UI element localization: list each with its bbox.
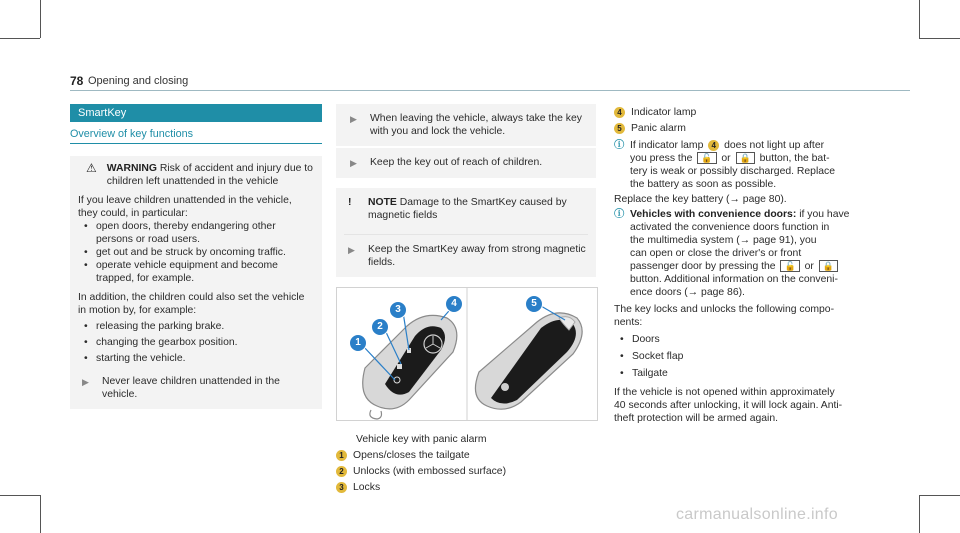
list-item: • changing the gearbox position. xyxy=(84,337,238,348)
step-arrow-icon: ▶ xyxy=(348,245,355,255)
page-title: Opening and closing xyxy=(88,75,189,87)
list-item: • open doors, thereby endangering other persons or road users. xyxy=(84,221,276,245)
legend-item: 4 Indicator lamp xyxy=(614,106,904,119)
info-icon: ⓘ xyxy=(614,140,625,151)
crop-mark xyxy=(919,0,920,38)
crop-mark xyxy=(0,38,40,39)
unlock-key-icon: 🔓 xyxy=(697,152,716,164)
watermark: carmanualsonline.info xyxy=(676,506,838,523)
warning-heading xyxy=(78,162,314,188)
step-arrow-icon: ▶ xyxy=(82,377,89,387)
figure-callout-5: 5 xyxy=(525,294,549,313)
list-item: • Socket flap xyxy=(620,351,684,362)
step-arrow-icon: ▶ xyxy=(350,114,357,124)
indicator-lamp-marker: 4 xyxy=(708,140,719,151)
warning-heading-text: Risk of accident and injury due to children left unattended in the vehicle xyxy=(106,163,313,187)
info-icon: ⓘ xyxy=(614,209,625,220)
bullet-icon: • xyxy=(84,221,88,232)
note-step: ▶ Keep the SmartKey away from strong magnetic fields. xyxy=(344,234,588,269)
list-item: • get out and be struck by oncoming traffic. xyxy=(84,247,286,258)
bullet-icon: • xyxy=(84,321,88,332)
left-column xyxy=(70,104,322,409)
bullet-icon: • xyxy=(620,368,624,379)
list-item: • Doors xyxy=(620,334,660,345)
page-number: 78 xyxy=(70,74,84,88)
crop-mark xyxy=(0,495,40,496)
replace-battery-ref: Replace the key battery (→ page 80). xyxy=(614,194,787,205)
key-figure xyxy=(336,287,598,421)
unlock-key-icon: 🔓 xyxy=(780,260,799,272)
crop-mark xyxy=(40,0,41,38)
step-item: ▶ When leaving the vehicle, always take the key with you and lock the vehicle. xyxy=(336,104,596,146)
lock-key-icon: 🔒 xyxy=(736,152,755,164)
warning-intro-2: In addition, the children could also set the vehicle in motion by, for example: xyxy=(78,292,305,316)
figure-callout-1: 1 xyxy=(349,333,373,352)
auto-lock-text: If the vehicle is not opened within approximately 40 seconds after unlocking, it will lock again. Anti- theft protection will be armed again. xyxy=(614,387,843,424)
step-item: ▶ Keep the key out of reach of children. xyxy=(336,148,596,178)
warning-step: ▶ Never leave children unattended in the vehicle. xyxy=(78,375,314,401)
warning-label: WARNING xyxy=(106,163,157,174)
bullet-icon: • xyxy=(620,334,624,345)
middle-column xyxy=(336,104,596,494)
figure-callout-4: 4 xyxy=(445,294,469,313)
right-column xyxy=(614,106,904,425)
legend-item: 1 Opens/closes the tailgate xyxy=(336,449,596,462)
crop-mark xyxy=(919,495,920,533)
header-rule xyxy=(70,90,910,91)
list-item: • starting the vehicle. xyxy=(84,353,186,364)
note-box xyxy=(336,188,596,277)
crop-mark xyxy=(919,495,960,496)
subsection-title: Overview of key functions xyxy=(70,128,322,144)
figure-caption: Vehicle key with panic alarm xyxy=(356,434,487,445)
note-text: Damage to the SmartKey caused by magnetic fields xyxy=(368,197,567,221)
legend-item: 5 Panic alarm xyxy=(614,122,904,135)
list-item: • operate vehicle equipment and become trapped, for example. xyxy=(84,260,278,284)
info-convenience-doors: ⓘ Vehicles with convenience doors: if you have activated the convenience doors function in the multimedia system (→ page 91), you can open or close the driver's or front passenger door by pressing the 🔓 or 🔒 button. Additional information on the conveni- ence doors (→ page 86). xyxy=(614,209,850,298)
list-item: • releasing the parking brake. xyxy=(84,321,225,332)
bullet-icon: • xyxy=(84,353,88,364)
list-item: • Tailgate xyxy=(620,368,668,379)
crop-mark xyxy=(919,38,960,39)
step-arrow-icon: ▶ xyxy=(350,158,357,168)
section-title: SmartKey xyxy=(70,104,322,122)
warning-intro: If you leave children unattended in the vehicle, they could, in particular: xyxy=(78,195,292,219)
locks-intro: The key locks and unlocks the following compo- nents: xyxy=(614,304,835,328)
warning-box xyxy=(70,156,322,409)
crop-mark xyxy=(40,495,41,533)
bullet-icon: • xyxy=(84,337,88,348)
figure-callout-3: 3 xyxy=(389,300,413,319)
figure-callout-2: 2 xyxy=(371,317,395,336)
lock-key-icon: 🔒 xyxy=(819,260,838,272)
bullet-icon: • xyxy=(620,351,624,362)
bullet-icon: • xyxy=(84,260,88,271)
note-label: NOTE xyxy=(368,197,397,208)
warning-triangle-icon: ⚠ xyxy=(86,161,97,175)
legend-item: 2 Unlocks (with embossed surface) xyxy=(336,465,596,478)
exclamation-icon: ! xyxy=(348,197,352,208)
legend-item: 3 Locks xyxy=(336,481,596,494)
bullet-icon: • xyxy=(84,247,88,258)
info-battery: ⓘ If indicator lamp 4 does not light up after you press the 🔓 or 🔒 button, the bat- tery is weak or possibly discharged. Replace the battery as soon as possible. xyxy=(614,140,836,190)
